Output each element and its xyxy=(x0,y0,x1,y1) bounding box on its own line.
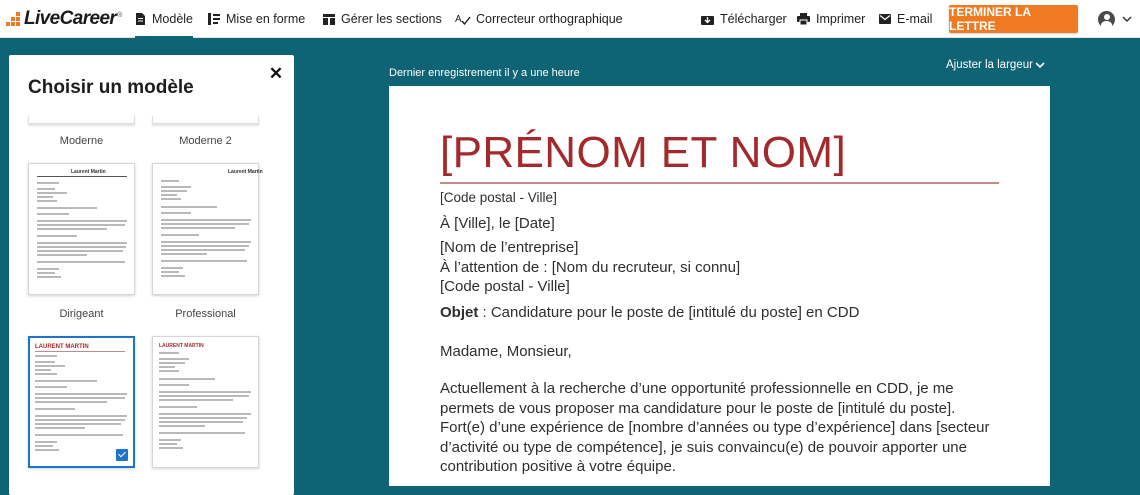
tab-spellcheck[interactable] xyxy=(455,0,623,38)
panel-title: Choisir un modèle xyxy=(28,77,194,98)
template-label: Moderne 2 xyxy=(179,135,232,147)
registered-mark: ® xyxy=(117,12,123,19)
spellcheck-icon xyxy=(455,13,470,25)
template-thumb-selected[interactable] xyxy=(28,336,135,468)
finish-letter-button[interactable]: TERMINER LA LETTRE xyxy=(949,5,1078,33)
subject-label: Objet xyxy=(440,304,479,321)
avatar-icon xyxy=(1098,11,1115,28)
tab-manage-sections-label: Gérer les sections xyxy=(341,12,442,26)
email-button[interactable] xyxy=(879,0,932,38)
download-icon xyxy=(701,14,714,25)
livecareer-logo[interactable] xyxy=(6,8,122,30)
letter-document[interactable] xyxy=(389,86,1050,486)
template-thumb-professional[interactable] xyxy=(152,163,263,295)
letter-subject[interactable] xyxy=(440,303,859,323)
tab-spellcheck-label: Correcteur orthographique xyxy=(476,12,623,26)
tab-manage-sections[interactable] xyxy=(323,0,442,38)
thumb-preview-name: LAURENT MARTIN xyxy=(159,343,204,349)
thumb-preview-name: Laurent Martin xyxy=(71,169,106,175)
salutation[interactable]: Madame, Monsieur, xyxy=(440,343,572,360)
template-label: Professional xyxy=(175,308,236,320)
template-thumb-modern[interactable] xyxy=(28,116,135,124)
tab-formatting-label: Mise en forme xyxy=(226,12,306,26)
company-address[interactable]: [Code postal - Ville] xyxy=(440,278,570,295)
thumb-preview-name: LAURENT MARTIN xyxy=(35,344,89,350)
download-button[interactable] xyxy=(701,0,787,38)
name-divider xyxy=(440,182,999,184)
print-label: Imprimer xyxy=(816,12,866,26)
tab-template[interactable] xyxy=(135,0,193,38)
letter-paragraph[interactable]: Actuellement à la recherche d’une opportunité professionnelle en CDD, je me permets de vous proposer ma candidature pour le poste de [intitulé du poste]. Fort(e) d’une expérience de [nombre d’années ou type d’expérience] dans [secteur d’activité ou type de compétence], je suis convaincu(e) de pouvoir apporter une contribution positive à votre équipe. xyxy=(440,380,990,475)
recipient-attention[interactable]: À l’attention de : [Nom du recruteur, si connu] xyxy=(440,259,741,276)
close-icon[interactable]: ✕ xyxy=(268,64,284,83)
document-icon xyxy=(135,13,146,25)
user-menu[interactable] xyxy=(1098,8,1133,30)
template-thumb-elegant[interactable] xyxy=(152,336,259,468)
format-icon xyxy=(208,13,220,25)
printer-icon xyxy=(797,13,810,25)
template-label: Dirigeant xyxy=(59,308,104,320)
template-thumb-dirigeant[interactable] xyxy=(28,163,135,295)
sender-address[interactable]: [Code postal - Ville] xyxy=(440,190,557,205)
selected-checkbox-icon xyxy=(116,449,128,461)
place-date[interactable]: À [Ville], le [Date] xyxy=(440,215,555,232)
subject-text: : Candidature pour le poste de [intitulé du poste] en CDD xyxy=(478,304,860,321)
adjust-width-label: Ajuster la largeur xyxy=(946,59,1033,71)
tab-formatting[interactable] xyxy=(208,0,305,38)
sections-icon xyxy=(323,14,335,25)
email-icon xyxy=(879,14,891,24)
adjust-width-toggle[interactable] xyxy=(946,59,1045,71)
template-chooser-panel xyxy=(9,55,294,495)
company-name[interactable]: [Nom de l’entreprise] xyxy=(440,239,579,256)
template-thumb-modern-2[interactable] xyxy=(152,116,259,124)
chevron-down-icon xyxy=(1121,15,1133,23)
letter-full-name[interactable]: [PRÉNOM ET NOM] xyxy=(440,128,847,177)
logo-text: LiveCareer xyxy=(24,8,117,29)
svg-text:A: A xyxy=(455,14,462,25)
email-label: E-mail xyxy=(897,12,933,26)
download-label: Télécharger xyxy=(720,12,787,26)
tab-template-label: Modèle xyxy=(152,12,193,26)
last-saved-status: Dernier enregistrement il y a une heure xyxy=(389,67,580,79)
print-button[interactable] xyxy=(797,0,865,38)
chevron-down-icon xyxy=(1035,62,1045,69)
logo-mark-icon xyxy=(6,11,22,27)
thumb-preview-name: Laurent Martin xyxy=(228,169,263,175)
template-label: Moderne xyxy=(59,135,104,147)
top-navigation-bar xyxy=(0,0,1140,38)
